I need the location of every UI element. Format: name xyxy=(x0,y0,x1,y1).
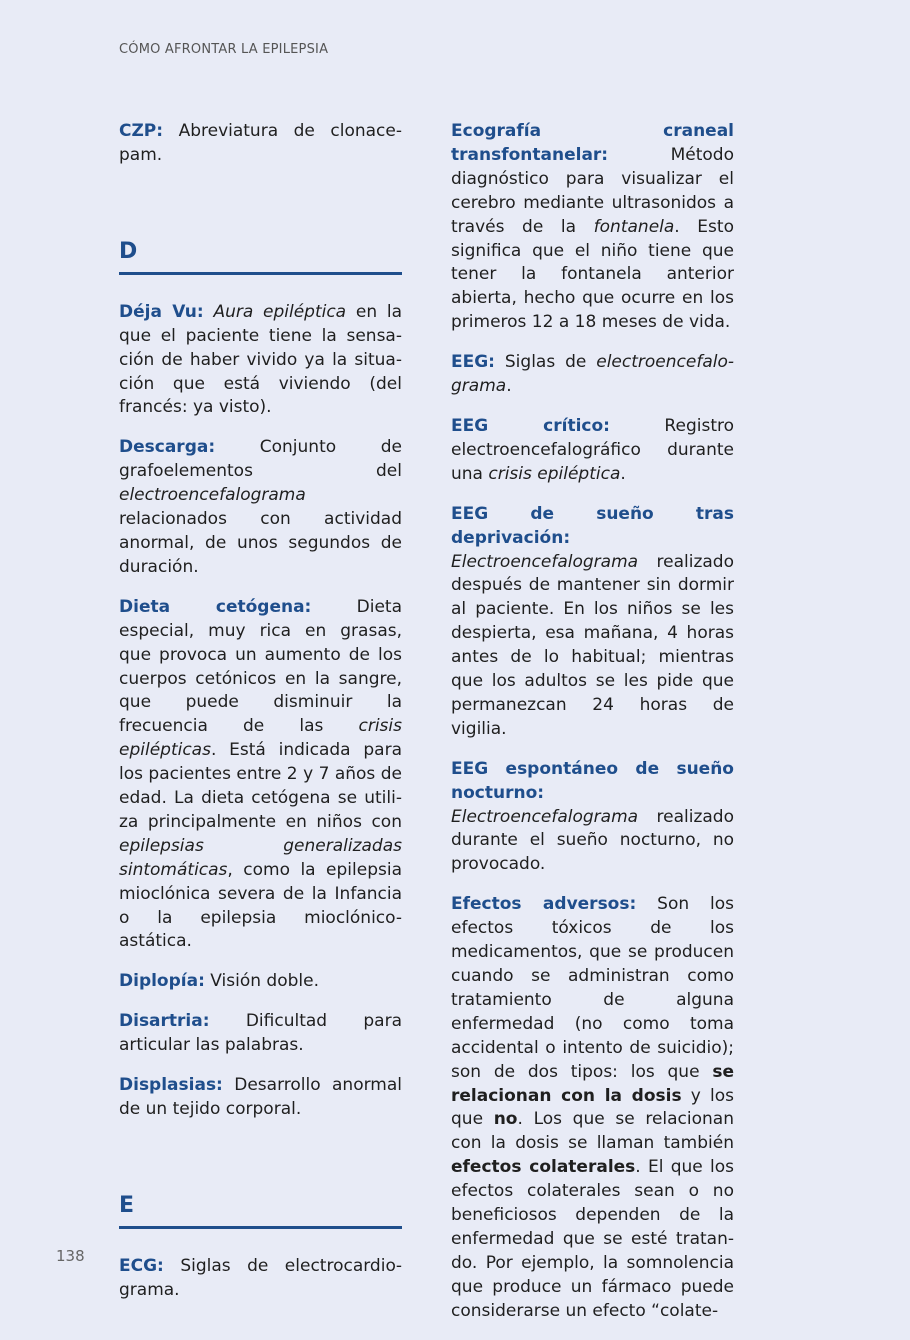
definition-text: y los que xyxy=(451,1085,734,1130)
term: Diplopía: xyxy=(119,971,205,992)
glossary-entry-czp xyxy=(119,120,402,168)
term: Efectos adversos: xyxy=(451,894,637,915)
glossary-entry-eeg-espontaneo xyxy=(451,758,734,878)
glossary-entry-dieta-cetogena xyxy=(119,596,402,955)
definition: Visión doble. xyxy=(204,971,320,992)
term: EEG de sueño tras deprivación: xyxy=(451,503,734,548)
glossary-entry-eeg xyxy=(451,351,734,399)
glossary-entry-ecg xyxy=(119,1255,402,1303)
glossary-entry-eeg-sueno xyxy=(451,503,734,742)
definition-text: en la que el paciente tiene la sensación de haber vivido ya la situación que está viviendo (del francés: ya visto). xyxy=(119,301,402,418)
term: EEG: xyxy=(451,352,495,373)
definition-text: . Esto significa que el niño tiene que tener la fontanela anterior abierta, hecho que ocurre en los primeros 12 a 18 meses de vida. xyxy=(451,216,734,333)
definition-text: Registro electroencefalográfico durante una xyxy=(451,415,734,484)
definition-italic: epilepsias generalizadas sintomáticas xyxy=(119,835,402,880)
term: Dieta cetógena: xyxy=(119,596,312,617)
definition-bold: se relacionan con la dosis xyxy=(451,1061,734,1106)
definition-text: realizado después de mantener sin dormir al paciente. En los niños se les despierta, esa mañana, 4 horas antes de lo habitual; mientras que los adultos se les pide que permanezcan 24 horas de vigilia. xyxy=(451,551,734,739)
term: ECG: xyxy=(119,1255,164,1276)
glossary-entry-deja-vu xyxy=(119,301,402,421)
definition-italic: electroencefalograma xyxy=(119,485,306,506)
definition-text: . xyxy=(620,463,626,484)
definition-bold: no xyxy=(493,1109,518,1130)
definition-italic: Electroencefalograma xyxy=(451,551,639,572)
definition-italic: electroencefalograma xyxy=(451,352,734,397)
definition: Siglas de electrocardiograma. xyxy=(119,1255,402,1300)
definition-text: Son los efectos tóxicos de los medicamentos, que se producen cuando se administran como tratamiento de alguna enfermedad (no como toma accidental o intento de suicidio); son de dos tipos: los que xyxy=(451,894,734,1082)
glossary-entry-displasias xyxy=(119,1074,402,1122)
definition-italic: crisis epilépticas xyxy=(119,716,402,761)
definition-text: . Está indicada para los pacientes entre 2 y 7 años de edad. La dieta cetógena se utiliza principalmente en niños con xyxy=(119,740,402,832)
term: EEG espontáneo de sueño nocturno: xyxy=(451,758,734,803)
term: Descarga: xyxy=(119,437,216,458)
term: Disartria: xyxy=(119,1011,210,1032)
definition-text: , como la epilepsia mioclónica severa de la Infancia o la epilepsia mioclónico-astática. xyxy=(119,859,402,952)
glossary-entry-efectos-adversos xyxy=(451,893,734,1323)
definition-italic: Electroencefalograma xyxy=(451,806,639,827)
page-number: 138 xyxy=(56,1247,85,1265)
definition-text: realizado durante el sueño nocturno, no provocado. xyxy=(451,806,734,875)
definition-italic: crisis epiléptica xyxy=(488,463,621,484)
definition-italic: fontanela xyxy=(593,216,675,237)
term: Ecografía craneal transfontanelar: xyxy=(451,121,734,165)
definition-text: . Los que se relacionan con la dosis se llaman también xyxy=(451,1109,734,1154)
definition: Desarrollo anormal de un tejido corporal. xyxy=(119,1075,402,1119)
term: EEG crítico: xyxy=(451,415,610,436)
glossary-entry-eeg-critico xyxy=(451,415,734,487)
term: Déja Vu: xyxy=(119,301,204,322)
definition: Abreviatura de clonacepam. xyxy=(119,121,402,165)
definition-text: Siglas de xyxy=(494,352,597,373)
definition-text: Conjunto de grafoelementos del xyxy=(119,437,402,482)
term: Displasias: xyxy=(119,1075,223,1096)
right-column xyxy=(451,120,734,1340)
glossary-entry-ecografia xyxy=(451,120,734,335)
definition: Dificultad para articular las palabras. xyxy=(119,1011,402,1056)
definition-text: Método diagnóstico para visualizar el cerebro mediante ultrasonidos a través de la xyxy=(451,144,734,237)
section-letter-e: E xyxy=(119,1192,402,1229)
definition-bold: efectos colaterales xyxy=(451,1157,636,1178)
definition-text xyxy=(204,302,214,322)
glossary-entry-disartria xyxy=(119,1010,402,1058)
left-column xyxy=(119,120,402,1319)
definition-text: relacionados con actividad anormal, de unos segundos de duración. xyxy=(119,509,402,577)
definition-text: Dieta especial, muy rica en grasas, que provoca un aumento de los cuerpos cetónicos en la sangre, que puede disminuir la frecuencia de las xyxy=(119,596,403,737)
definition-italic: Aura epiléptica xyxy=(213,301,347,322)
definition-text: . xyxy=(506,376,512,397)
glossary-entry-descarga xyxy=(119,436,402,579)
running-head: CÓMO AFRONTAR LA EPILEPSIA xyxy=(119,42,329,57)
section-letter-d: D xyxy=(119,238,402,275)
glossary-entry-diplopia xyxy=(119,970,402,994)
definition-text: . El que los efectos colaterales sean o no beneficiosos dependen de la enfermedad que se esté tratando. Por ejemplo, la somnolencia que produce un fármaco puede considerarse un efecto “colate- xyxy=(451,1157,734,1321)
term: CZP: xyxy=(119,121,164,141)
